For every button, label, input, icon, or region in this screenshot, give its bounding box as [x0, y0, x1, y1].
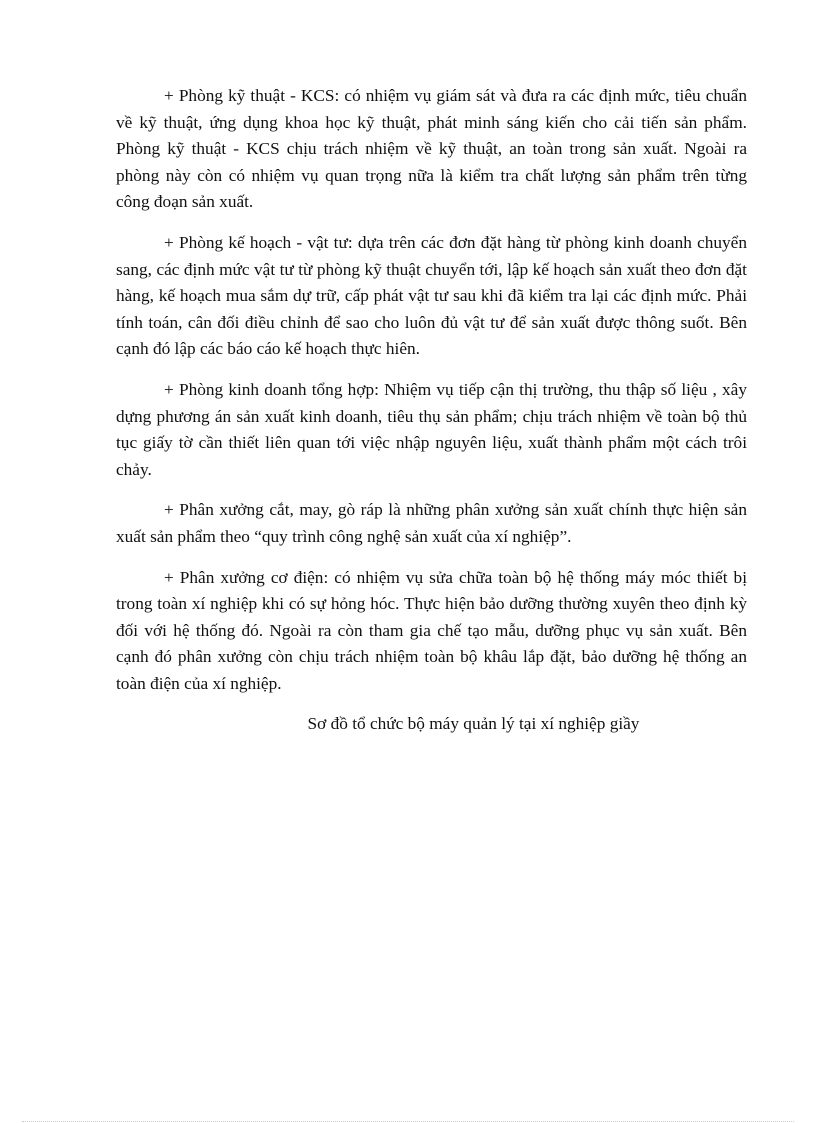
- paragraph-phan-xuong-cat-may: + Phân xưởng cắt, may, gò ráp là những phân xưởng sản xuất chính thực hiện sản xuất sản phẩm theo “quy trình công nghệ sản xuất của xí nghiệp”.: [116, 500, 747, 546]
- paragraph-ky-thuat-kcs: + Phòng kỹ thuật - KCS: có nhiệm vụ giám sát và đưa ra các định mức, tiêu chuẩn về kỹ thuật, ứng dụng khoa học kỹ thuật, phát minh sáng kiến cho cải tiến sản phẩm. Phòng kỹ thuật - KCS chịu trách nhiệm về kỹ thuật, an toàn trong sản xuất. Ngoài ra phòng này còn có nhiệm vụ quan trọng nữa là kiểm tra chất lượng sản phẩm trên từng công đoạn sản xuất.: [116, 86, 747, 212]
- page-bottom-divider: [22, 1121, 794, 1122]
- paragraph-ke-hoach-vat-tu: + Phòng kế hoạch - vật tư: dựa trên các đơn đặt hàng từ phòng kinh doanh chuyển sang, các định mức vật tư từ phòng kỹ thuật chuyển tới, lập kế hoạch sản xuất theo đơn đặt hàng, kế hoạch mua sắm dự trữ, cấp phát vật tư sau khi đã kiểm tra lại các định mức. Phải tính toán, cân đối điều chỉnh để sao cho luôn đủ vật tư để sản xuất được thông suốt. Bên cạnh đó lập các báo cáo kế hoạch thực hiên.: [116, 232, 747, 359]
- document-page: [116, 83, 747, 738]
- paragraph-phan-xuong-co-dien: + Phân xưởng cơ điện: có nhiệm vụ sửa chữa toàn bộ hệ thống máy móc thiết bị trong toàn xí nghiệp khi có sự hỏng hóc. Thực hiện bảo dưỡng thường xuyên theo định kỳ đối với hệ thống đó. Ngoài ra còn tham gia chế tạo mẫu, dưỡng phục vụ sản xuất. Bên cạnh đó phân xưởng còn chịu trách nhiệm toàn bộ khâu lắp đặt, bảo dưỡng hệ thống an toàn điện của xí nghiệp.: [116, 567, 747, 693]
- paragraph-kinh-doanh-tong-hop: + Phòng kinh doanh tổng hợp: Nhiệm vụ tiếp cận thị trường, thu thập số liệu , xây dựng phương án sản xuất kinh doanh, tiêu thụ sản phẩm; chịu trách nhiệm về toàn bộ thủ tục giấy tờ cần thiết liên quan tới việc nhập nguyên liệu, xuất thành phẩm một cách trôi chảy.: [116, 379, 747, 479]
- diagram-caption: Sơ đồ tổ chức bộ máy quản lý tại xí nghiệp giầy: [307, 714, 640, 734]
